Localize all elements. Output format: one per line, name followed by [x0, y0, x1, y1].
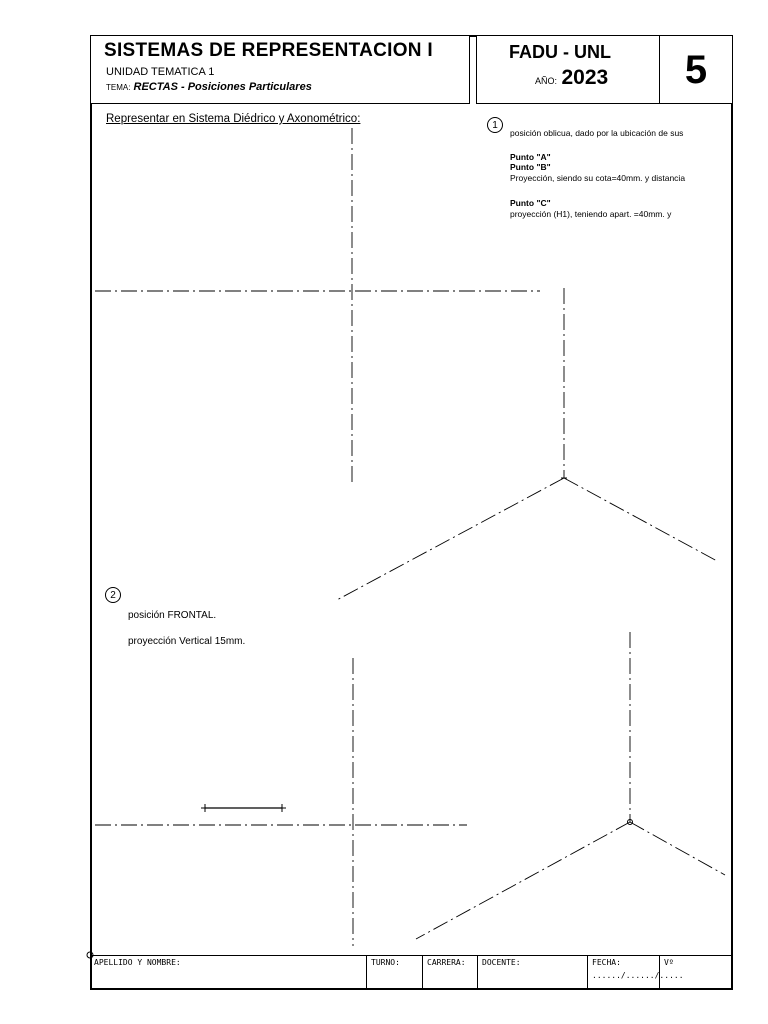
ex2-axis-y: [630, 822, 725, 875]
topic-value: RECTAS - Posiciones Particulares: [133, 81, 312, 93]
instruction-text: Representar en Sistema Diédrico y Axonométrico:: [106, 113, 361, 125]
exercise-1-point-c-text: proyección (H1), teniendo apart. =40mm. y: [510, 209, 672, 219]
unit-title: UNIDAD TEMATICA 1: [106, 66, 215, 78]
footer-carrera: CARRERA:: [422, 955, 477, 989]
topic-label: TEMA:: [106, 83, 131, 92]
exercise-1-point-c: Punto "C": [510, 198, 551, 208]
footer-vb: Vº: [659, 955, 733, 989]
footer-turno: TURNO:: [366, 955, 422, 989]
footer-fecha: FECHA: ....../....../.....: [587, 955, 659, 989]
exercise-2-line2: proyección Vertical 15mm.: [128, 636, 246, 647]
exercise-2-line1: posición FRONTAL.: [128, 610, 217, 621]
exercise-1-line1: posición oblicua, dado por la ubicación de sus: [510, 128, 684, 138]
exercise-1-point-b: Punto "B": [510, 162, 551, 172]
ex1-axis-y: [564, 478, 717, 561]
exercise-1-point-b-text: Proyección, siendo su cota=40mm. y distancia: [510, 173, 686, 183]
year-label: AÑO:: [535, 76, 558, 86]
exercise-1-number: 1: [487, 117, 503, 133]
exercise-2-number: 2: [105, 587, 121, 603]
footer-docente: DOCENTE:: [477, 955, 587, 989]
year-value: 2023: [561, 66, 609, 89]
sheet-number: 5: [684, 47, 708, 92]
ex2-axis-x: [416, 822, 630, 939]
institution-name: FADU - UNL: [509, 42, 611, 62]
exercise-1-point-a: Punto "A": [510, 152, 551, 162]
course-title: SISTEMAS DE REPRESENTACION I: [104, 40, 433, 61]
footer-name: APELLIDO Y NOMBRE:: [94, 958, 181, 967]
ex1-axis-x: [335, 478, 564, 601]
